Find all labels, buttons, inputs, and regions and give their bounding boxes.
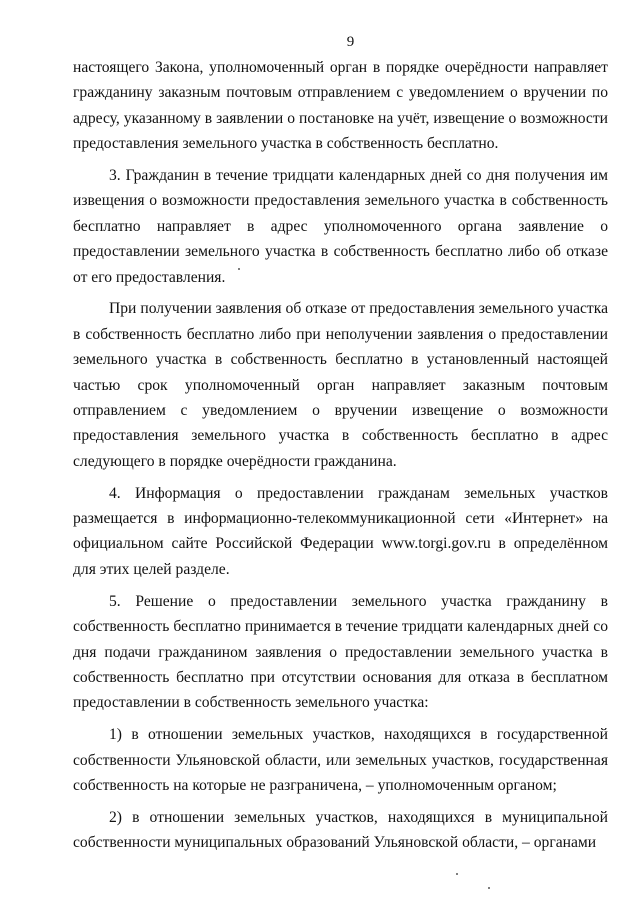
scan-speck	[488, 887, 490, 889]
paragraph-item-1: 1) в отношении земельных участков, находящихся в государственной собственности Ульяновской области, или земельных участков, государственная собственность на которые не разграничена, – уполномоченным органом;	[73, 726, 608, 794]
scan-speck	[456, 873, 458, 875]
paragraph-item-2: 2) в отношении земельных участков, находящихся в муниципальной собственности муниципальных образований Ульяновской области, – органами	[73, 808, 608, 852]
paragraph-continuation: настоящего Закона, уполномоченный орган в порядке очерёдности направляет гражданину заказным почтовым отправлением с уведомлением о вручении по адресу, указанному в заявлении о постановке на учёт, извещение о возможности предоставления земельного участка в собственность бесплатно.	[73, 59, 608, 153]
paragraph-clause-4: 4. Информация о предоставлении гражданам земельных участков размещается в информационно-телекоммуникационной сети «Интернет» на официальном сайте Российской Федерации www.torgi.gov.ru в определённом для этих целей разделе.	[73, 484, 608, 578]
page-number: 9	[346, 34, 355, 50]
scan-speck	[238, 268, 240, 270]
paragraph-clause-3: 3. Гражданин в течение тридцати календарных дней со дня получения им извещения о возможности предоставления земельного участка в собственность бесплатно направляет в адрес уполномоченного органа заявление о предоставлении земельного участка в собственность бесплатно либо об отказе от его предоставления.	[73, 167, 608, 286]
paragraph-refusal: При получении заявления об отказе от предоставления земельного участка в собственность бесплатно либо при неполучении заявления о предоставлении земельного участка в собственность бесплатно в установленный настоящей частью срок уполномоченный орган направляет заказным почтовым отправлением с уведомлением о вручении извещение о возможности предоставления земельного участка в собственность бесплатно в адрес следующего в порядке очерёдности гражданина.	[73, 300, 608, 470]
paragraph-clause-5: 5. Решение о предоставлении земельного участка гражданину в собственность бесплатно принимается в течение тридцати календарных дней со дня подачи гражданином заявления о предоставлении земельного участка в собственность бесплатно при отсутствии основания для отказа в бесплатном предоставлении в собственность земельного участка:	[73, 592, 608, 712]
